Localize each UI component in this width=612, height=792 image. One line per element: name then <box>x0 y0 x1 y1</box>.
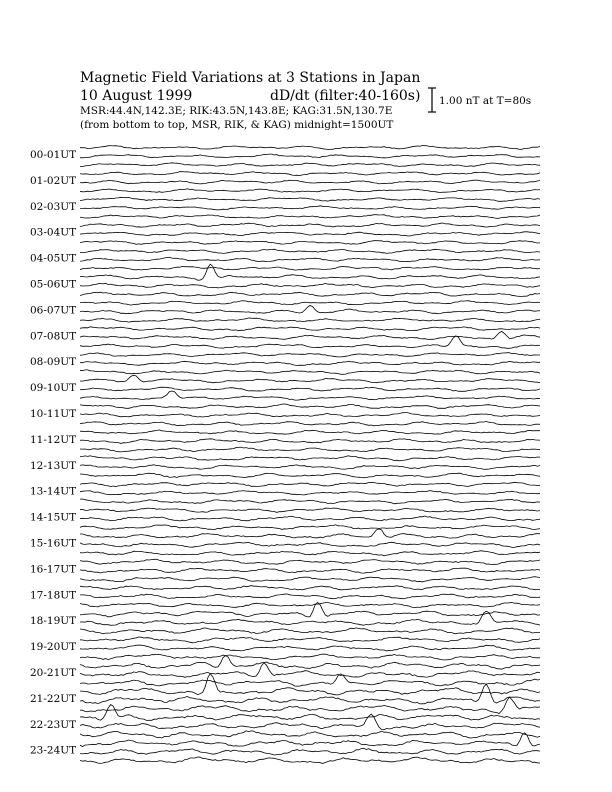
station-trace <box>80 154 540 158</box>
station-coordinates: MSR:44.4N,142.3E; RIK:43.5N,143.8E; KAG:31.5N,130.7E <box>80 105 393 117</box>
station-trace <box>80 731 540 738</box>
station-trace <box>80 413 540 417</box>
station-trace <box>80 645 540 651</box>
hour-label: 15-16UT <box>30 537 77 550</box>
hour-label: 00-01UT <box>30 149 77 161</box>
hour-label: 01-02UT <box>30 174 77 187</box>
hour-label: 20-21UT <box>30 667 77 679</box>
chart-title: Magnetic Field Variations at 3 Stations in Japan <box>80 70 421 86</box>
station-trace <box>80 559 540 564</box>
station-trace <box>80 387 540 391</box>
station-trace <box>80 447 540 452</box>
scale-bar-label: 1.00 nT at T=80s <box>439 95 532 107</box>
station-trace <box>80 370 540 374</box>
station-trace <box>80 331 540 339</box>
station-trace <box>80 327 540 331</box>
hour-label: 18-19UT <box>30 615 77 628</box>
hour-label: 17-18UT <box>30 589 77 602</box>
station-trace <box>80 499 540 504</box>
station-trace <box>80 628 540 634</box>
station-trace <box>80 375 540 383</box>
date-text: 10 August 1999 <box>80 88 193 104</box>
station-trace <box>80 172 540 176</box>
station-trace <box>80 491 540 495</box>
station-trace <box>80 223 540 227</box>
hour-label: 13-14UT <box>30 485 77 498</box>
station-trace <box>80 568 540 573</box>
hour-label: 06-07UT <box>30 304 77 317</box>
hour-label: 07-08UT <box>30 330 77 343</box>
hour-label: 14-15UT <box>30 511 77 524</box>
station-trace <box>80 525 540 530</box>
hour-label: 12-13UT <box>30 459 77 472</box>
station-trace <box>80 684 540 704</box>
hour-label: 16-17UT <box>30 563 77 576</box>
hour-label: 08-09UT <box>30 356 77 369</box>
hour-label: 23-24UT <box>30 744 77 757</box>
station-trace <box>80 465 540 470</box>
station-trace <box>80 232 540 236</box>
station-trace <box>80 353 540 357</box>
station-trace <box>80 654 540 660</box>
station-trace <box>80 283 540 288</box>
scale-bar-icon <box>428 88 436 112</box>
station-trace <box>80 215 540 219</box>
hour-label: 03-04UT <box>30 226 77 239</box>
station-order-note: (from bottom to top, MSR, RIK, & KAG) midnight=1500UT <box>80 119 394 131</box>
station-trace <box>80 292 540 296</box>
station-trace <box>80 508 540 512</box>
hour-label: 21-22UT <box>30 692 77 705</box>
station-trace <box>80 551 540 556</box>
station-trace <box>80 404 540 408</box>
station-trace <box>80 529 540 538</box>
hour-label: 11-12UT <box>30 433 77 446</box>
station-trace <box>80 714 540 730</box>
station-trace <box>80 422 540 426</box>
station-trace <box>80 163 540 167</box>
station-trace <box>80 542 540 547</box>
station-trace <box>80 586 540 590</box>
station-trace <box>80 189 540 193</box>
station-trace <box>80 577 540 582</box>
station-trace <box>80 249 540 253</box>
station-trace <box>80 197 540 201</box>
station-trace <box>80 482 540 486</box>
station-trace <box>80 264 540 280</box>
station-trace <box>80 456 540 461</box>
station-trace <box>80 439 540 444</box>
station-trace <box>80 674 540 686</box>
station-trace <box>80 637 540 643</box>
station-trace <box>80 594 540 599</box>
station-trace <box>80 361 540 365</box>
hour-label: 19-20UT <box>30 641 77 654</box>
station-trace <box>80 430 540 434</box>
station-trace <box>80 705 540 721</box>
station-trace <box>80 266 540 270</box>
station-trace <box>80 318 540 322</box>
station-trace <box>80 603 540 608</box>
station-trace <box>80 757 540 763</box>
station-trace <box>80 391 540 400</box>
hour-label: 10-11UT <box>30 408 77 420</box>
station-trace <box>80 516 540 521</box>
station-trace <box>80 146 540 150</box>
station-trace <box>80 241 540 245</box>
filter-text: dD/dt (filter:40-160s) <box>270 88 421 104</box>
hour-label: 04-05UT <box>30 252 77 265</box>
station-trace <box>80 257 540 261</box>
hour-label: 09-10UT <box>30 382 77 395</box>
station-trace <box>80 748 540 755</box>
hour-label: 22-23UT <box>30 718 77 731</box>
station-trace <box>80 301 540 305</box>
station-trace <box>80 306 540 314</box>
station-trace <box>80 180 540 184</box>
station-trace <box>80 473 540 478</box>
hour-label: 05-06UT <box>30 278 77 291</box>
hour-label: 02-03UT <box>30 200 77 213</box>
station-trace <box>80 206 540 210</box>
